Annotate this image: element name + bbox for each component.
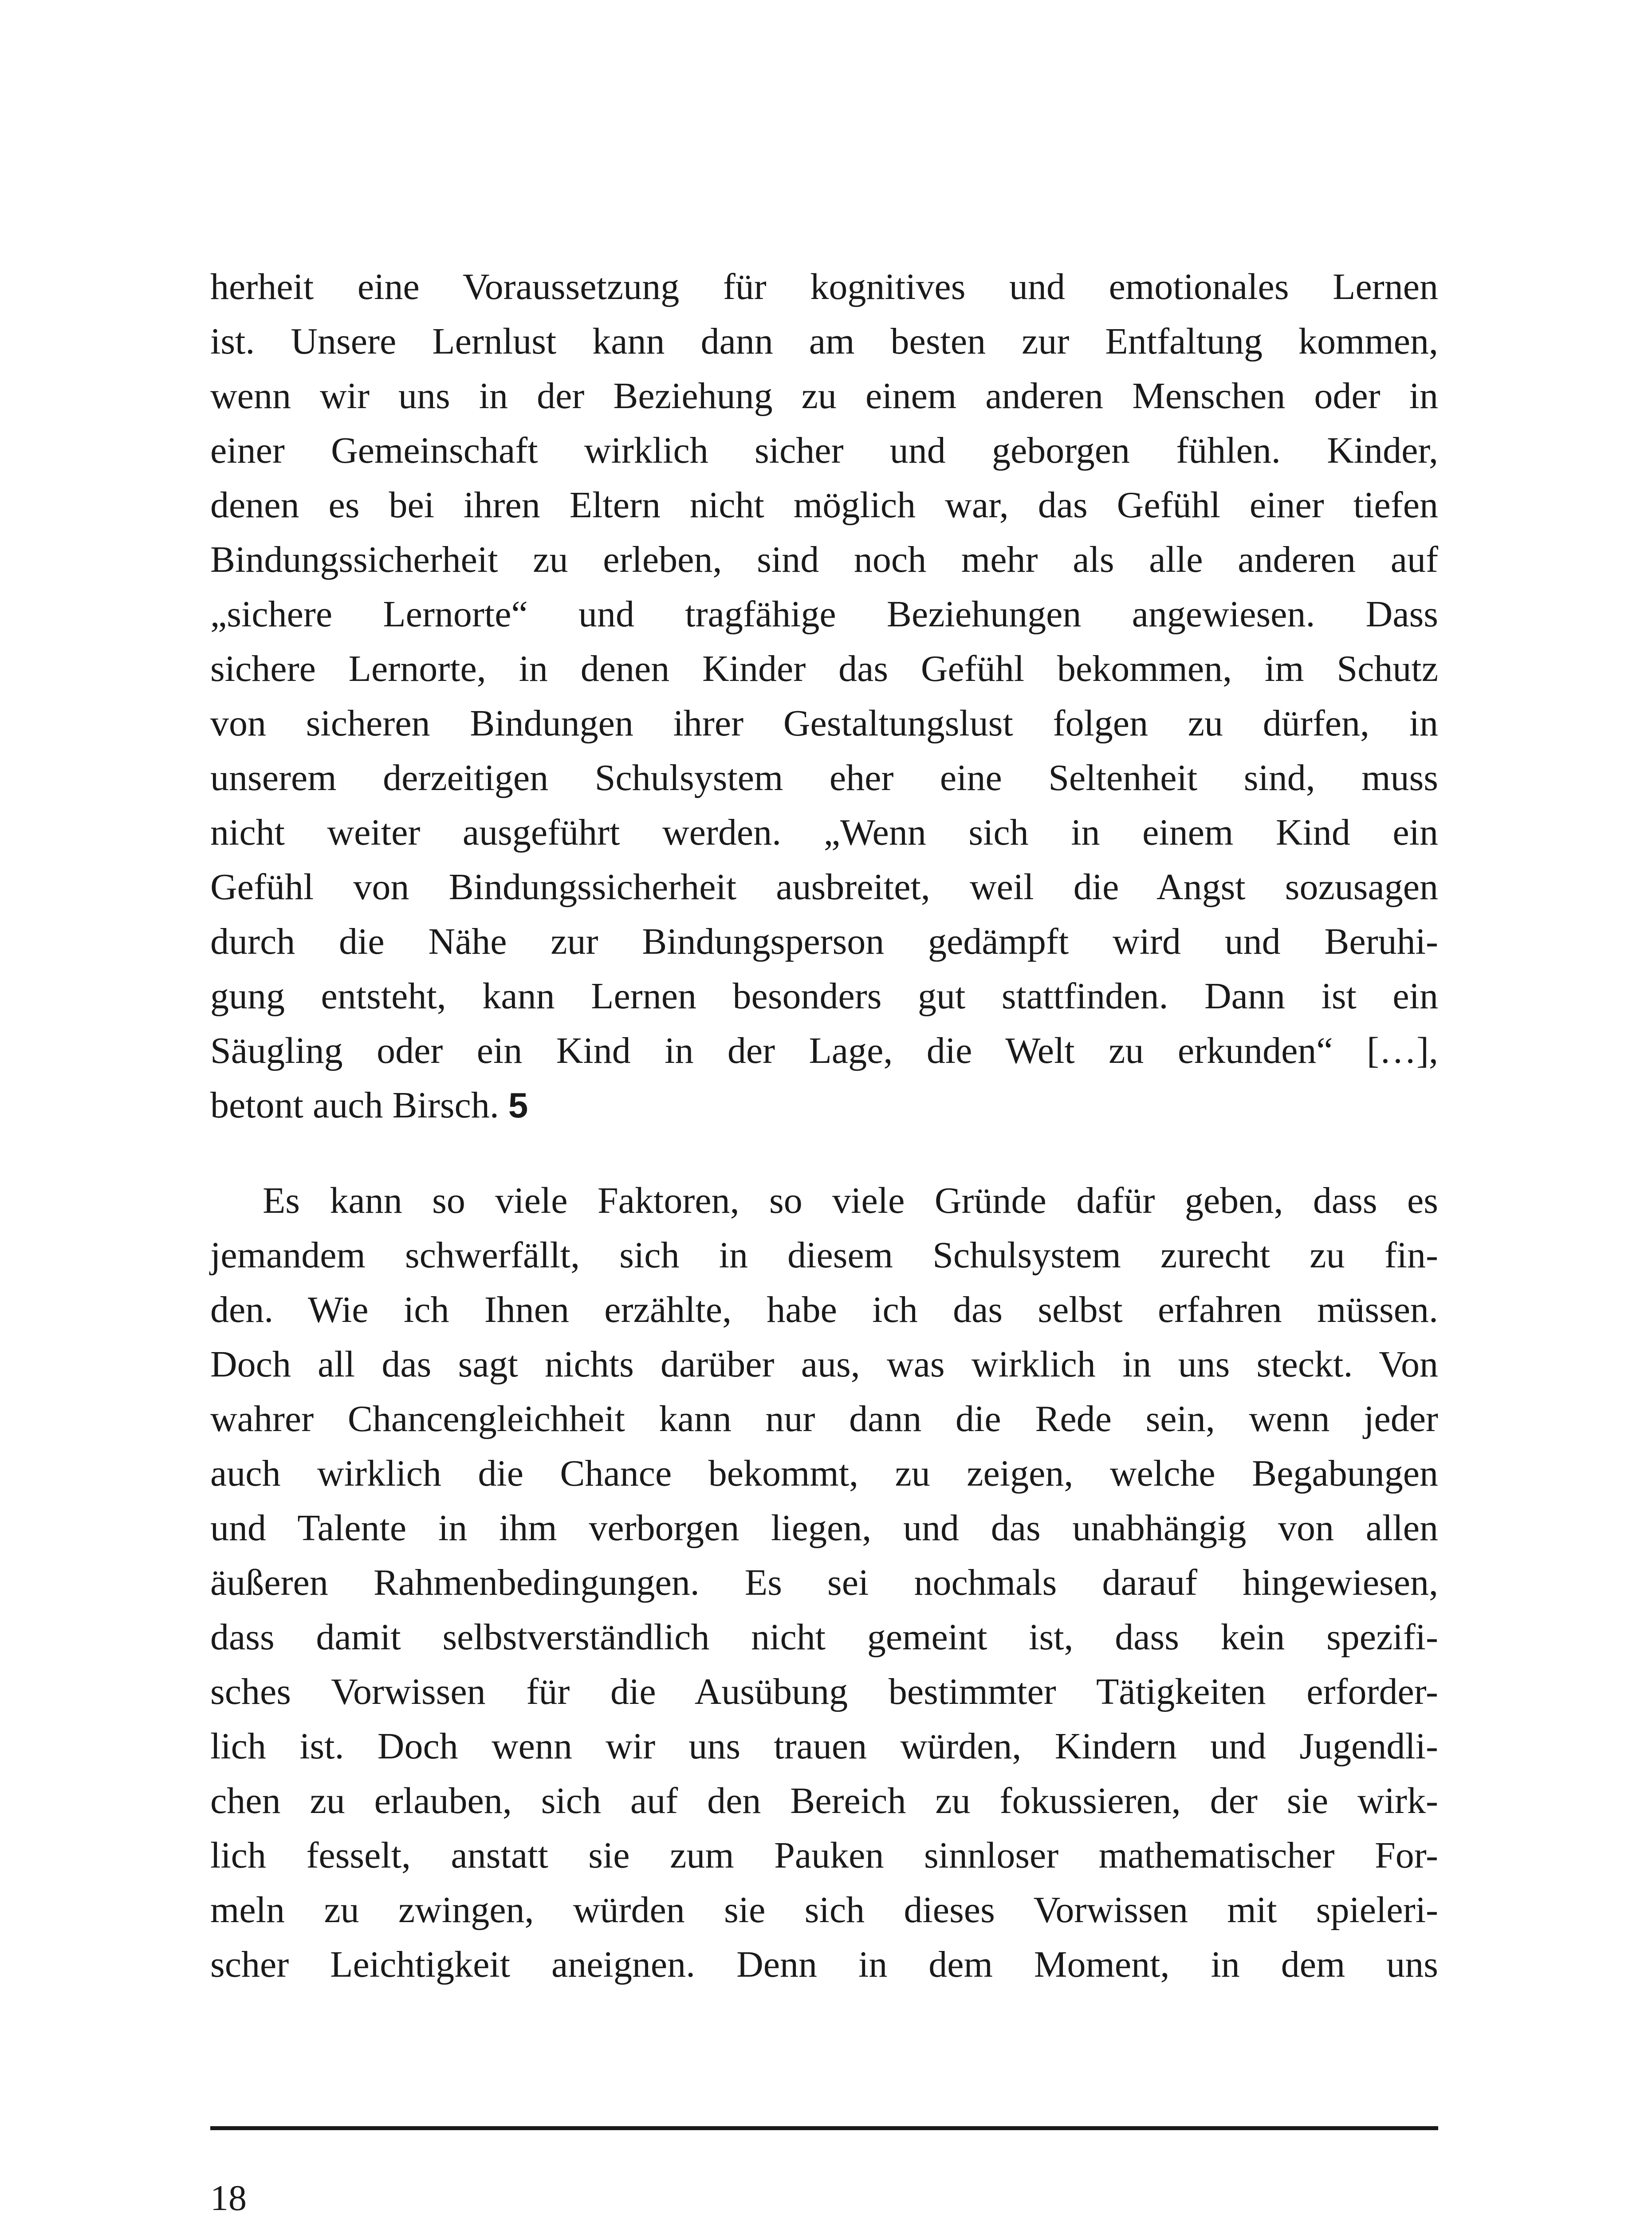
text-line: meln zu zwingen, würden sie sich dieses Vorwissen mit spieleri- — [210, 1889, 1438, 1931]
text-line: Bindungssicherheit zu erleben, sind noch mehr als alle anderen auf — [210, 539, 1438, 580]
text-line: denen es bei ihren Eltern nicht möglich war, das Gefühl einer tiefen — [210, 484, 1438, 526]
text-line: auch wirklich die Chance bekommt, zu zeigen, welche Begabungen — [210, 1453, 1438, 1494]
text-line: den. Wie ich Ihnen erzählte, habe ich das selbst erfahren müssen. — [210, 1289, 1438, 1330]
text-line: ist. Unsere Lernlust kann dann am besten zur Entfaltung kommen, — [210, 321, 1438, 362]
text-line: sichere Lernorte, in denen Kinder das Gefühl bekommen, im Schutz — [210, 648, 1438, 689]
text-line: Es kann so viele Faktoren, so viele Gründe dafür geben, dass es — [263, 1180, 1438, 1221]
text-line: Säugling oder ein Kind in der Lage, die Welt zu erkunden“ […], — [210, 1030, 1438, 1071]
text-line: einer Gemeinschaft wirklich sicher und geborgen fühlen. Kinder, — [210, 430, 1438, 471]
text-line: lich ist. Doch wenn wir uns trauen würden, Kindern und Jugendli- — [210, 1726, 1438, 1767]
text-line: unserem derzeitigen Schulsystem eher eine Seltenheit sind, muss — [210, 757, 1438, 798]
text-line: scher Leichtigkeit aneignen. Denn in dem Moment, in dem uns — [210, 1944, 1438, 1985]
text-line-content: betont auch Birsch. — [210, 1085, 499, 1126]
text-line: nicht weiter ausgeführt werden. „Wenn sich in einem Kind ein — [210, 812, 1438, 853]
text-line: jemandem schwerfällt, sich in diesem Schulsystem zurecht zu fin- — [210, 1235, 1438, 1276]
text-line: von sicheren Bindungen ihrer Gestaltungslust folgen zu dürfen, in — [210, 703, 1438, 744]
text-line: lich fesselt, anstatt sie zum Pauken sinnloser mathematischer For- — [210, 1835, 1438, 1876]
text-line: Doch all das sagt nichts darüber aus, was wirklich in uns steckt. Von — [210, 1344, 1438, 1385]
footnote-reference[interactable]: 5 — [508, 1085, 528, 1125]
text-line: durch die Nähe zur Bindungsperson gedämpft wird und Beruhi- — [210, 921, 1438, 962]
text-line: wahrer Chancengleichheit kann nur dann die Rede sein, wenn jeder — [210, 1398, 1438, 1439]
text-line: äußeren Rahmenbedingungen. Es sei nochmals darauf hingewiesen, — [210, 1562, 1438, 1603]
text-line: herheit eine Voraussetzung für kognitives und emotionales Lernen — [210, 266, 1438, 307]
paragraph-1 — [210, 260, 1438, 1133]
text-line: wenn wir uns in der Beziehung zu einem anderen Menschen oder in — [210, 375, 1438, 417]
text-line — [210, 1078, 1438, 1133]
page-number: 18 — [210, 2178, 247, 2218]
text-line: gung entsteht, kann Lernen besonders gut stattfinden. Dann ist ein — [210, 975, 1438, 1017]
paragraph-2 — [210, 1173, 1438, 1992]
text-line: chen zu erlauben, sich auf den Bereich zu fokussieren, der sie wirk- — [210, 1780, 1438, 1821]
text-line: Gefühl von Bindungssicherheit ausbreitet, weil die Angst sozusagen — [210, 866, 1438, 908]
footer-rule — [210, 2126, 1438, 2130]
text-line: und Talente in ihm verborgen liegen, und das unabhängig von allen — [210, 1507, 1438, 1549]
text-line: „sichere Lernorte“ und tragfähige Beziehungen angewiesen. Dass — [210, 594, 1438, 635]
text-line: dass damit selbstverständlich nicht gemeint ist, dass kein spezifi- — [210, 1616, 1438, 1658]
text-line: sches Vorwissen für die Ausübung bestimmter Tätigkeiten erforder- — [210, 1671, 1438, 1712]
